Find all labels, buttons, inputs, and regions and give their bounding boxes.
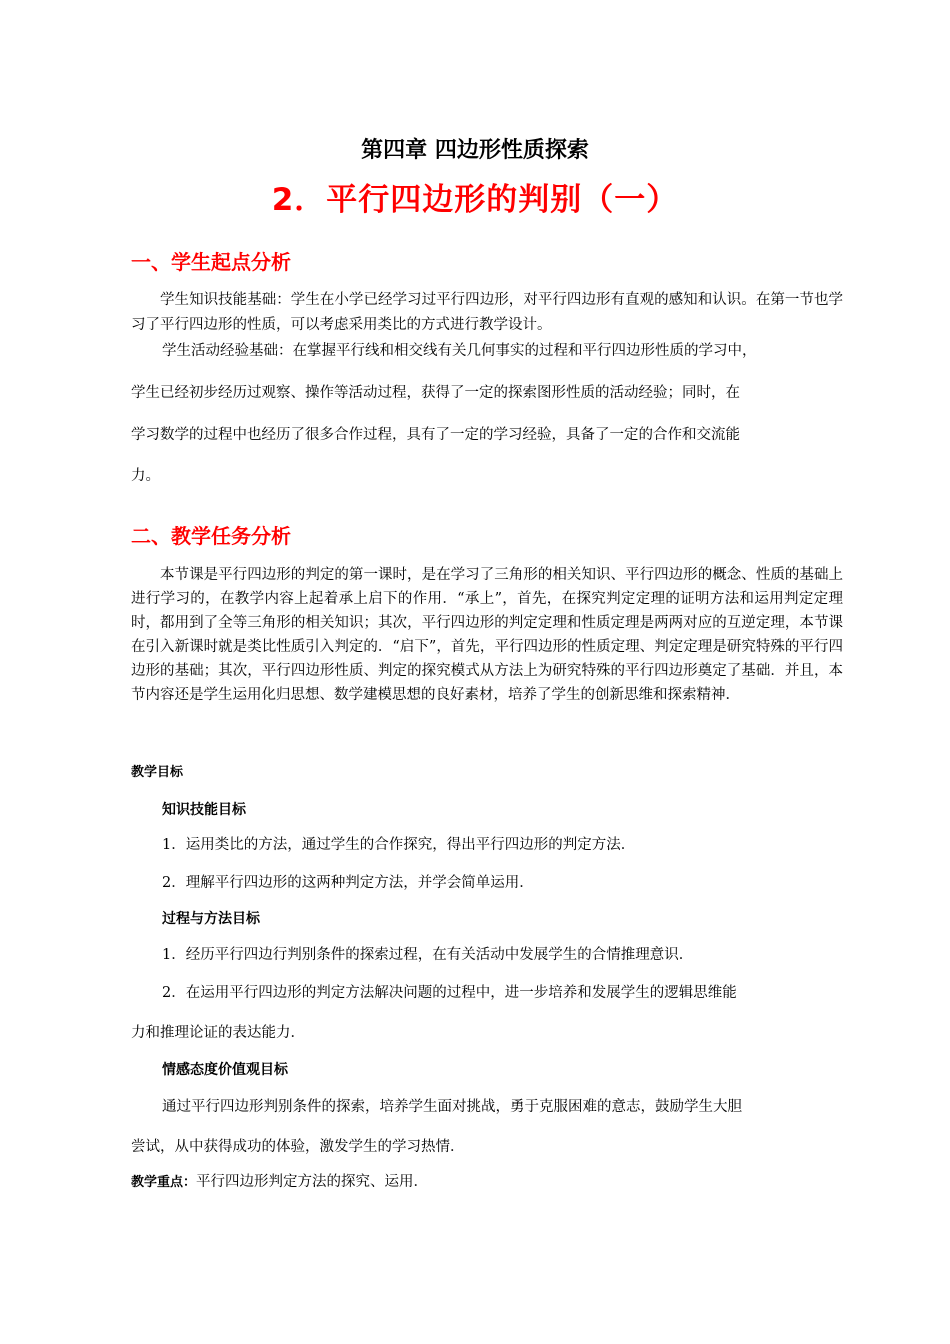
paragraph-activity-line3: 学习数学的过程中也经历了很多合作过程，具有了一定的学习经验，具备了一定的合作和交流能 — [131, 427, 740, 443]
knowledge-objective-2: 2．理解平行四边形的这两种判定方法，并学会简单运用． — [162, 875, 534, 891]
chapter-title: 第四章 四边形性质探索 — [361, 138, 589, 163]
knowledge-objective-1: 1．运用类比的方法，通过学生的合作探究，得出平行四边形的判定方法． — [162, 837, 636, 853]
emotion-objective-line2: 尝试，从中获得成功的体验，激发学生的学习热情． — [131, 1139, 465, 1155]
paragraph-activity-line2: 学生已经初步经历过观察、操作等活动过程，获得了一定的探索图形性质的活动经验；同时，在 — [131, 385, 740, 401]
process-objective-2-line2: 力和推理论证的表达能力． — [131, 1025, 305, 1041]
key-point-label: 教学重点： — [131, 1175, 197, 1190]
emotion-objectives-heading: 情感态度价值观目标 — [162, 1062, 288, 1078]
key-point — [131, 1171, 428, 1194]
paragraph-knowledge-basis: 学生知识技能基础：学生在小学已经学习过平行四边形，对平行四边形有直观的感知和认识。在第一节也学习了平行四边形的性质，可以考虑采用类比的方式进行教学设计。 — [131, 292, 843, 333]
paragraph-activity-line1: 学生活动经验基础：在掌握平行线和相交线有关几何事实的过程和平行四边形性质的学习中， — [162, 343, 757, 359]
process-objectives-heading: 过程与方法目标 — [162, 911, 260, 927]
emotion-objective-line1: 通过平行四边形判别条件的探索，培养学生面对挑战，勇于克服困难的意志，鼓励学生大胆 — [162, 1099, 742, 1115]
objectives-heading: 教学目标 — [131, 765, 184, 780]
key-point-text: 平行四边形判定方法的探究、运用． — [196, 1174, 429, 1190]
section-heading-task-analysis: 二、教学任务分析 — [131, 524, 291, 548]
section-heading-student-analysis: 一、学生起点分析 — [131, 250, 291, 274]
process-objective-1: 1．经历平行四边行判别条件的探索过程，在有关活动中发展学生的合情推理意识． — [162, 947, 694, 963]
lesson-title: 2．平行四边形的判别（一） — [271, 182, 679, 218]
process-objective-2-line1: 2．在运用平行四边形的判定方法解决问题的过程中，进一步培养和发展学生的逻辑思维能 — [162, 985, 737, 1001]
knowledge-objectives-heading: 知识技能目标 — [162, 802, 246, 818]
paragraph-task-analysis: 本节课是平行四边形的判定的第一课时，是在学习了三角形的相关知识、平行四边形的概念、性质的基础上进行学习的，在教学内容上起着承上启下的作用．“承上”，首先，在探究判定定理的证明方法和运用判定定理时，都用到了全等三角形的相关知识；其次，平行四边形的判定定理和性质定理是两两对应的互逆定理，本节课在引入新课时就是类比性质引入判定的．“启下”，首先，平行四边形的性质定理、判定定理是研究特殊的平行四边形的基础；其次，平行四边形性质、判定的探究模式从方法上为研究特殊的平行四边形奠定了基础．并且，本节内容还是学生运用化归思想、数学建模思想的良好素材，培养了学生的创新思维和探索精神． — [131, 567, 843, 703]
paragraph-activity-line4: 力。 — [131, 468, 160, 484]
